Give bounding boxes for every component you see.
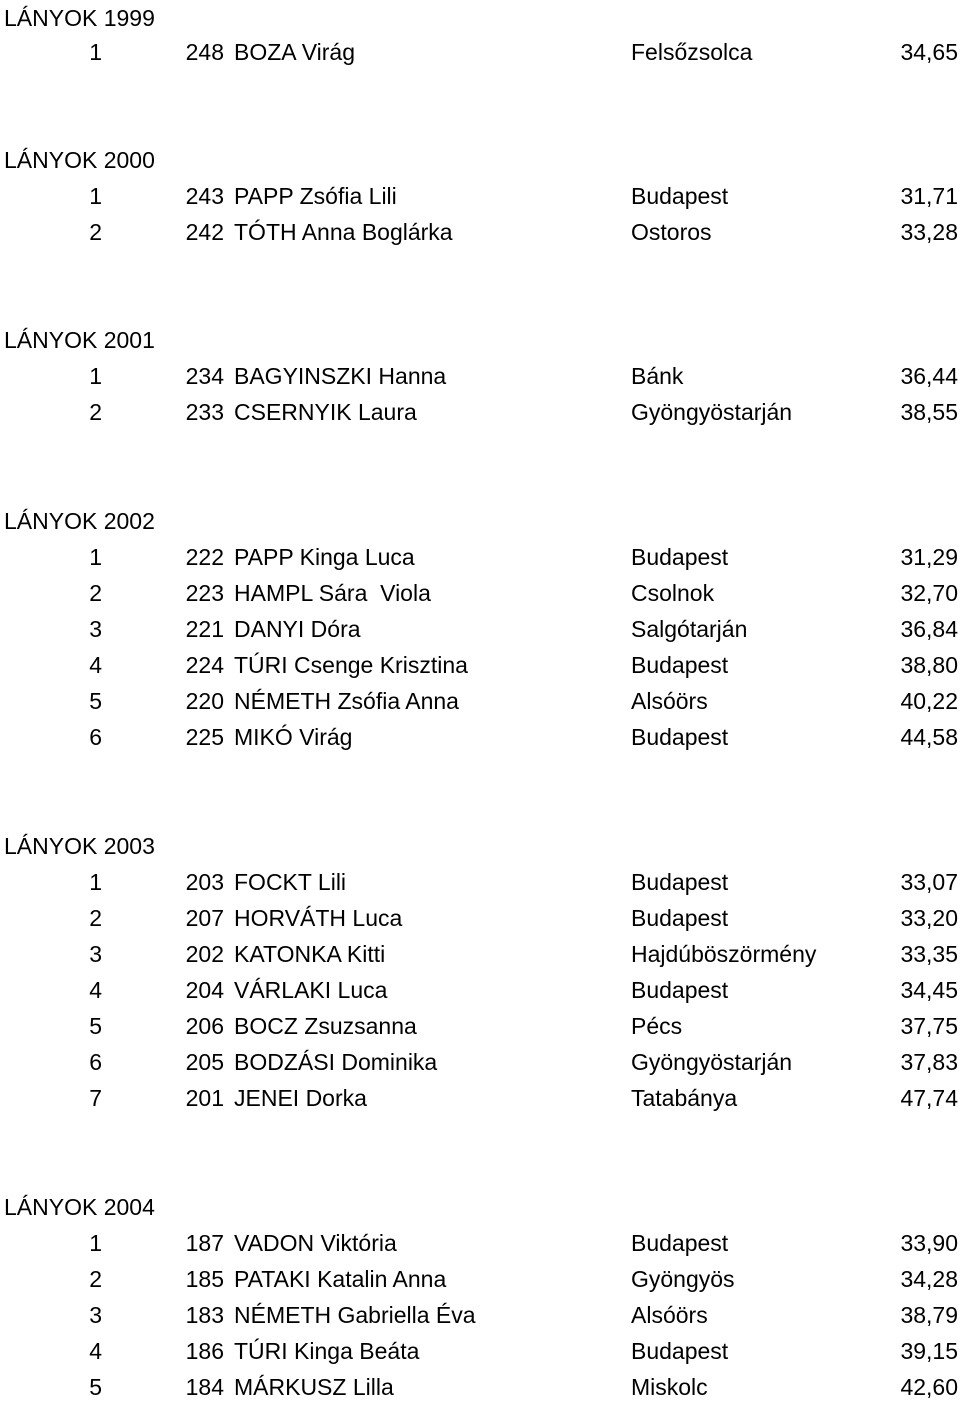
name-cell: JENEI Dorka: [234, 1085, 367, 1111]
place-cell: 2: [89, 219, 102, 245]
place-cell: 2: [89, 580, 102, 606]
name-cell: VADON Viktória: [234, 1230, 397, 1256]
place-cell: 2: [89, 905, 102, 931]
name-cell: DANYI Dóra: [234, 616, 361, 642]
group-title: [0, 322, 960, 358]
bib-cell: 248: [185, 39, 224, 65]
group-title: [0, 142, 960, 178]
place-cell: 5: [89, 1013, 102, 1039]
name-cell: FOCKT Lili: [234, 869, 347, 895]
name-cell: VÁRLAKI Luca: [234, 977, 388, 1003]
group-title: [0, 0, 960, 36]
place-cell: 1: [89, 363, 102, 389]
name-cell: MIKÓ Virág: [234, 724, 353, 750]
result-row: [0, 611, 960, 647]
city-cell: Budapest: [631, 544, 729, 570]
result-row: [0, 1044, 960, 1080]
place-cell: 1: [89, 544, 102, 570]
bib-cell: 243: [185, 183, 224, 209]
time-cell: 38,80: [900, 652, 958, 678]
city-cell: Budapest: [631, 869, 729, 895]
place-cell: 4: [89, 977, 102, 1003]
time-cell: 37,75: [900, 1013, 958, 1039]
result-row: [0, 575, 960, 611]
city-cell: Budapest: [631, 652, 729, 678]
bib-cell: 184: [185, 1374, 224, 1400]
bib-cell: 204: [185, 977, 224, 1003]
name-cell: KATONKA Kitti: [234, 941, 386, 967]
city-cell: Alsóörs: [631, 1302, 708, 1328]
place-cell: 3: [89, 941, 102, 967]
result-row: [0, 178, 960, 214]
place-cell: 1: [89, 183, 102, 209]
result-row: [0, 394, 960, 430]
bib-cell: 234: [185, 363, 224, 389]
place-cell: 1: [89, 869, 102, 895]
place-cell: 2: [89, 1266, 102, 1292]
time-cell: 34,45: [900, 977, 958, 1003]
time-cell: 31,29: [900, 544, 958, 570]
result-row: [0, 1225, 960, 1261]
bib-cell: 185: [185, 1266, 224, 1292]
time-cell: 42,60: [900, 1374, 958, 1400]
result-row: [0, 936, 960, 972]
bib-cell: 221: [185, 616, 224, 642]
group-title-text: LÁNYOK 2002: [4, 508, 155, 534]
bib-cell: 224: [185, 652, 224, 678]
group-title-text: LÁNYOK 2001: [4, 327, 155, 353]
place-cell: 1: [89, 1230, 102, 1256]
city-cell: Ostoros: [631, 219, 712, 245]
bib-cell: 242: [185, 219, 224, 245]
place-cell: 1: [89, 39, 102, 65]
time-cell: 33,28: [900, 219, 958, 245]
bib-cell: 225: [185, 724, 224, 750]
city-cell: Pécs: [631, 1013, 683, 1039]
place-cell: 5: [89, 688, 102, 714]
result-row: [0, 647, 960, 683]
bib-cell: 201: [185, 1085, 224, 1111]
city-cell: Budapest: [631, 905, 729, 931]
result-row: [0, 1333, 960, 1369]
city-cell: Felsőzsolca: [631, 39, 753, 65]
city-cell: Miskolc: [631, 1374, 708, 1400]
place-cell: 3: [89, 1302, 102, 1328]
time-cell: 36,84: [900, 616, 958, 642]
bib-cell: 206: [185, 1013, 224, 1039]
time-cell: 36,44: [900, 363, 958, 389]
result-row: [0, 1008, 960, 1044]
bib-cell: 207: [185, 905, 224, 931]
city-cell: Budapest: [631, 1230, 729, 1256]
result-row: [0, 539, 960, 575]
city-cell: Csolnok: [631, 580, 715, 606]
name-cell: TÓTH Anna Boglárka: [234, 219, 453, 245]
group-title: [0, 1189, 960, 1225]
name-cell: MÁRKUSZ Lilla: [234, 1374, 394, 1400]
bib-cell: 203: [185, 869, 224, 895]
group-title-text: LÁNYOK 2000: [4, 147, 155, 173]
place-cell: 2: [89, 399, 102, 425]
city-cell: Budapest: [631, 183, 729, 209]
city-cell: Alsóörs: [631, 688, 708, 714]
city-cell: Gyöngyöstarján: [631, 1049, 793, 1075]
bib-cell: 187: [185, 1230, 224, 1256]
place-cell: 6: [89, 724, 102, 750]
name-cell: TÚRI Kinga Beáta: [234, 1338, 420, 1364]
time-cell: 37,83: [900, 1049, 958, 1075]
bib-cell: 205: [185, 1049, 224, 1075]
time-cell: 44,58: [900, 724, 958, 750]
time-cell: 33,07: [900, 869, 958, 895]
time-cell: 34,28: [900, 1266, 958, 1292]
name-cell: PAPP Kinga Luca: [234, 544, 415, 570]
time-cell: 33,90: [900, 1230, 958, 1256]
time-cell: 38,79: [900, 1302, 958, 1328]
result-row: [0, 972, 960, 1008]
time-cell: 32,70: [900, 580, 958, 606]
place-cell: 3: [89, 616, 102, 642]
result-row: [0, 864, 960, 900]
result-row: [0, 358, 960, 394]
city-cell: Budapest: [631, 1338, 729, 1364]
result-row: [0, 214, 960, 250]
name-cell: HORVÁTH Luca: [234, 905, 403, 931]
time-cell: 34,65: [900, 39, 958, 65]
time-cell: 33,35: [900, 941, 958, 967]
city-cell: Tatabánya: [631, 1085, 738, 1111]
name-cell: PAPP Zsófia Lili: [234, 183, 397, 209]
name-cell: HAMPL Sára Viola: [234, 580, 431, 606]
name-cell: PATAKI Katalin Anna: [234, 1266, 447, 1292]
name-cell: TÚRI Csenge Krisztina: [234, 652, 468, 678]
name-cell: BODZÁSI Dominika: [234, 1049, 438, 1075]
place-cell: 7: [89, 1085, 102, 1111]
group-title: [0, 503, 960, 539]
bib-cell: 183: [185, 1302, 224, 1328]
result-row: [0, 1369, 960, 1405]
city-cell: Budapest: [631, 977, 729, 1003]
group-title: [0, 828, 960, 864]
result-row: [0, 683, 960, 719]
city-cell: Budapest: [631, 724, 729, 750]
bib-cell: 186: [185, 1338, 224, 1364]
result-row: [0, 900, 960, 936]
bib-cell: 223: [185, 580, 224, 606]
result-row: [0, 1297, 960, 1333]
bib-cell: 222: [185, 544, 224, 570]
name-cell: BOCZ Zsuzsanna: [234, 1013, 417, 1039]
city-cell: Bánk: [631, 363, 684, 389]
result-row: [0, 1261, 960, 1297]
place-cell: 4: [89, 652, 102, 678]
group-title-text: LÁNYOK 1999: [4, 5, 155, 31]
time-cell: 39,15: [900, 1338, 958, 1364]
result-row: [0, 1080, 960, 1116]
place-cell: 6: [89, 1049, 102, 1075]
place-cell: 5: [89, 1374, 102, 1400]
name-cell: BAGYINSZKI Hanna: [234, 363, 447, 389]
bib-cell: 202: [185, 941, 224, 967]
name-cell: NÉMETH Zsófia Anna: [234, 688, 459, 714]
time-cell: 33,20: [900, 905, 958, 931]
bib-cell: 220: [185, 688, 224, 714]
name-cell: BOZA Virág: [234, 39, 356, 65]
result-row: [0, 719, 960, 755]
city-cell: Hajdúböszörmény: [631, 941, 817, 967]
time-cell: 38,55: [900, 399, 958, 425]
time-cell: 31,71: [900, 183, 958, 209]
name-cell: NÉMETH Gabriella Éva: [234, 1302, 476, 1328]
bib-cell: 233: [185, 399, 224, 425]
time-cell: 47,74: [900, 1085, 958, 1111]
group-title-text: LÁNYOK 2004: [4, 1194, 155, 1220]
name-cell: CSERNYIK Laura: [234, 399, 417, 425]
city-cell: Gyöngyöstarján: [631, 399, 793, 425]
group-title-text: LÁNYOK 2003: [4, 833, 155, 859]
time-cell: 40,22: [900, 688, 958, 714]
place-cell: 4: [89, 1338, 102, 1364]
city-cell: Salgótarján: [631, 616, 748, 642]
city-cell: Gyöngyös: [631, 1266, 735, 1292]
result-row: [0, 34, 960, 70]
